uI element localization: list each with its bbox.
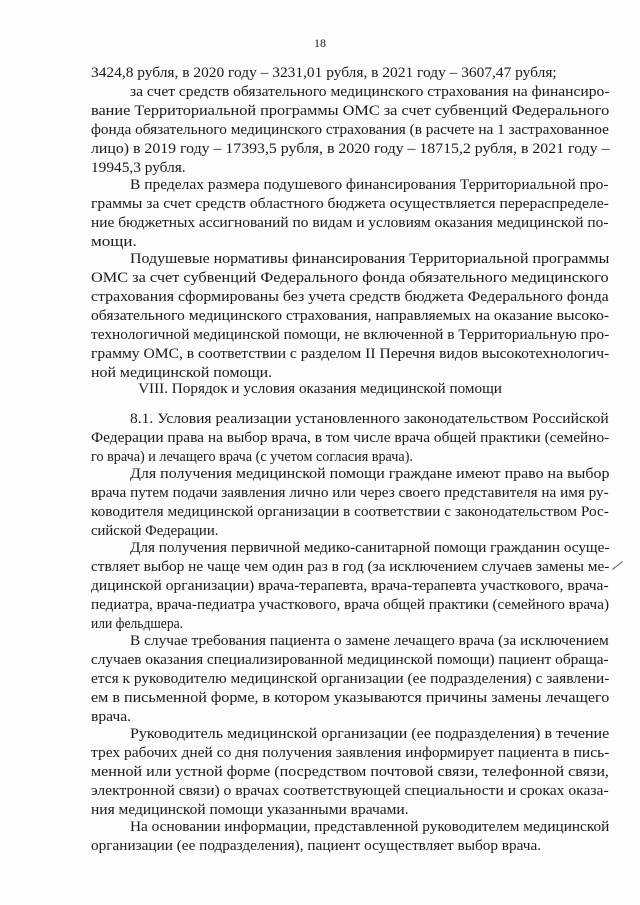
text-line: или фельдшера. (91, 615, 184, 632)
text-line: дицинской организации) врача-терапевта, врача-терапевта участкового, врача- (91, 577, 609, 594)
text-line: организации (ее подразделения), пациент осуществляет выбор врача. (91, 837, 542, 854)
section-heading: VIII. Порядок и условия оказания медицинской помощи (138, 380, 502, 397)
text-line: ем в письменной форме, в котором указываются причины замены лечащего (91, 689, 610, 706)
text-line: врача путем подачи заявления лично или через своего представителя на имя ру- (91, 484, 609, 501)
text-line: страхования сформированы без учета средств бюджета Федерального фонда (91, 288, 609, 305)
text-line: ной медицинской помощи. (91, 364, 273, 381)
text-line: 8.1. Условия реализации установленного законодательством Российской (130, 410, 609, 427)
text-line: сийской Федерации. (91, 522, 219, 539)
text-line: граммы за счет средств областного бюджета осуществляется перераспределе- (91, 195, 609, 212)
text-line: ния медицинской помощи указанными врачами. (91, 801, 409, 818)
text-line: Для получения первичной медико-санитарной помощи гражданин осуще- (130, 539, 610, 556)
text-line: за счет средств обязательного медицинского страхования на финансиро- (130, 83, 610, 100)
text-line: го врача) и лечащего врача (с учетом согласия врача). (91, 448, 413, 465)
text-line: В пределах размера подушевого финансирования Территориальной про- (130, 176, 609, 193)
text-line: Руководитель медицинской организации (ее подразделения) в течение (130, 725, 610, 742)
text-line: врача. (91, 708, 132, 725)
text-line: лицо) в 2019 году – 17393,5 рубля, в 2020 году – 18715,2 рубля, в 2021 году – (91, 140, 610, 157)
text-line: На основании информации, представленной руководителем медицинской (130, 818, 610, 835)
text-line: менной или устной форме (посредством почтовой связи, телефонной связи, (91, 763, 609, 780)
text-line: обязательного медицинского страхования, направляемых на оказание высоко- (91, 307, 610, 324)
text-line: электронной связи) о врачах соответствующей специальности и сроках оказа- (91, 782, 609, 799)
text-line: вание Территориальной программы ОМС за счет субвенций Федерального (91, 102, 610, 119)
text-line: трех рабочих дней со дня получения заявления информирует пациента в пись- (91, 744, 610, 761)
text-line: ОМС за счет субвенций Федерального фонда обязательного медицинского (91, 269, 609, 286)
text-line: Для получения медицинской помощи граждане имеют право на выбор (130, 465, 610, 482)
text-line: мощи. (91, 233, 137, 250)
text-line: 3424,8 рубля, в 2020 году – 3231,01 рубля, в 2021 году – 3607,47 рубля; (91, 64, 557, 81)
text-line: Подушевые нормативы финансирования Территориальной программы (130, 250, 610, 267)
text-line: ние бюджетных ассигнований по видам и условиям оказания медицинской по- (91, 214, 609, 231)
text-line: технологичной медицинской помощи, не включенной в Территориальную про- (91, 326, 610, 343)
text-line: Федерации права на выбор врача, в том числе врача общей практики (семейно- (91, 429, 610, 446)
page-number: 18 (314, 36, 326, 50)
text-line: педиатра, врача-педиатра участкового, врача общей практики (семейного врача) (91, 596, 609, 613)
text-line: фонда обязательного медицинского страхования (в расчете на 1 застрахованное (91, 121, 609, 138)
text-line: В случае требования пациента о замене лечащего врача (за исключением (130, 632, 609, 649)
text-line: ется к руководителю медицинской организации (ее подразделения) с заявлени- (91, 670, 610, 687)
text-line: ководителя медицинской организации в соответствии с законодательством Рос- (91, 503, 609, 520)
text-line: случаев оказания специализированной медицинской помощи) пациент обраща- (91, 651, 609, 668)
text-line: грамму ОМС, в соответствии с разделом II Перечня видов высокотехнологич- (91, 345, 610, 362)
text-line: ствляет выбор не чаще чем один раз в год (за исключением случаев замены ме- (91, 558, 610, 575)
pen-mark (612, 561, 623, 570)
text-line: 19945,3 рубля. (91, 159, 186, 176)
